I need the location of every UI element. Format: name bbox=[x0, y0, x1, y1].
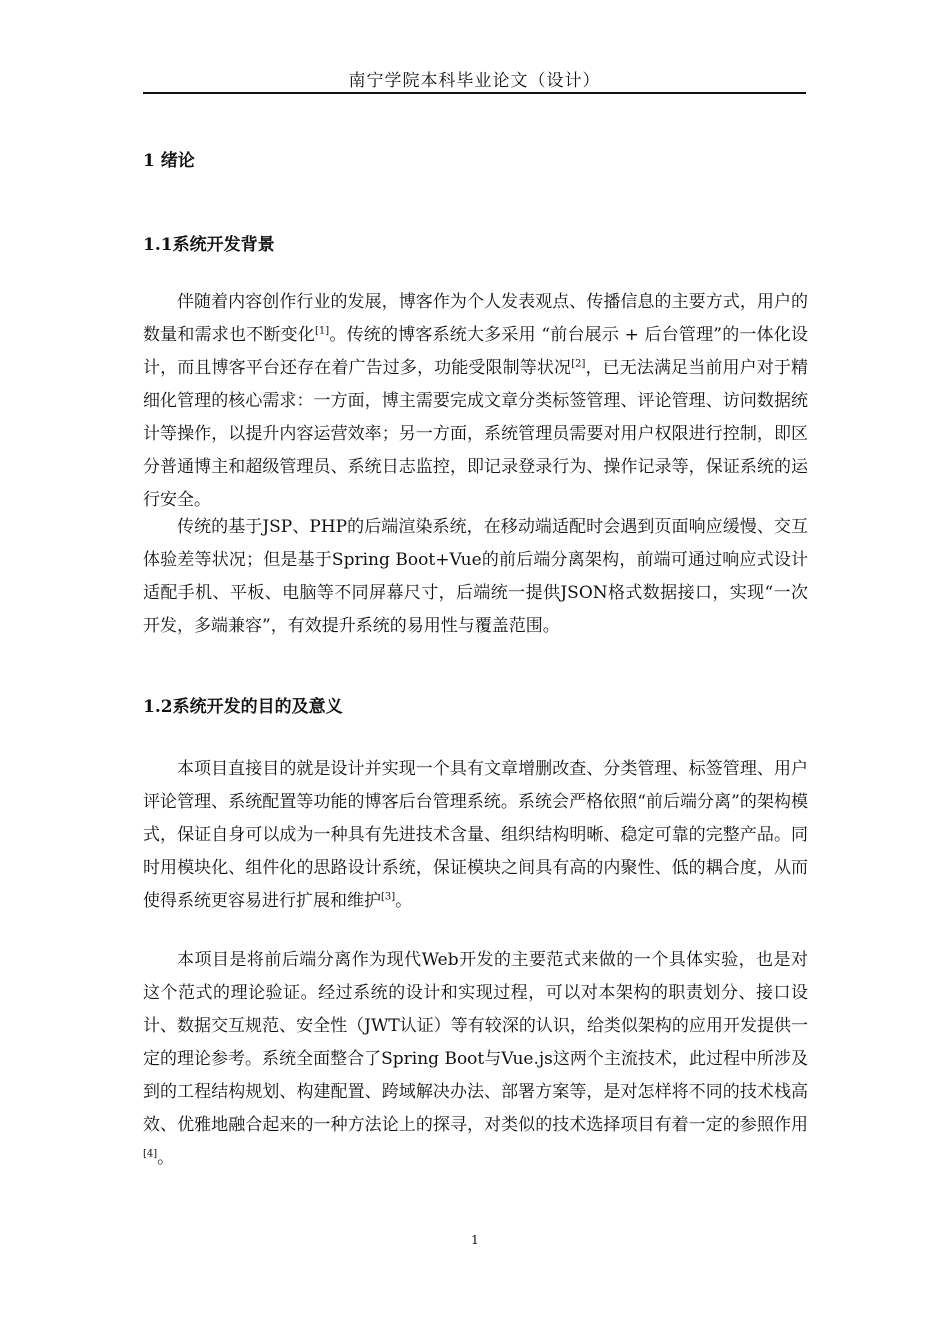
page-number: 1 bbox=[471, 1233, 479, 1247]
citation-3[interactable]: [3] bbox=[381, 891, 396, 903]
citation-2[interactable]: [2] bbox=[571, 358, 586, 370]
section-title-1-2: 1.2系统开发的目的及意义 bbox=[143, 697, 343, 717]
paragraph-purpose-1: 本项目直接目的就是设计并实现一个具有文章增删改查、分类管理、标签管理、用户评论管理、系统配置等功能的博客后台管理系统。系统会严格依照“前后端分离”的架构模式，保证自身可以成为一种具有先进技术含量、组织结构明晰、稳定可靠的完整产品。同时用模块化、组件化的思路设计系统，保证模块之间具有高的内聚性、低的耦合度，从而使得系统更容易进行扩展和维护[3]。 bbox=[143, 759, 808, 911]
citation-1[interactable]: [1] bbox=[315, 325, 330, 337]
paragraph-background-1: 伴随着内容创作行业的发展，博客作为个人发表观点、传播信息的主要方式，用户的数量和需求也不断变化[1]。传统的博客系统大多采用 “前台展示 + 后台管理”的一体化设计，而且博客平台还存在着广告过多，功能受限制等状况[2]，已无法满足当前用户对于精细化管理的核心需求：一方面，博主需要完成文章分类标签管理、评论管理、访问数据统计等操作，以提升内容运营效率；另一方面，系统管理员需要对用户权限进行控制，即区分普通博主和超级管理员、系统日志监控，即记录登录行为、操作记录等，保证系统的运行安全。 bbox=[143, 292, 809, 510]
section-title-1-1: 1.1系统开发背景 bbox=[143, 235, 275, 255]
header-rule bbox=[143, 92, 806, 94]
citation-4[interactable]: [4] bbox=[143, 1148, 158, 1160]
chapter-title: 1 绪论 bbox=[143, 151, 195, 171]
page-header: 南宁学院本科毕业论文（设计） bbox=[348, 71, 601, 91]
paragraph-purpose-2: 本项目是将前后端分离作为现代Web开发的主要范式来做的一个具体实验，也是对这个范式的理论验证。经过系统的设计和实现过程，可以对本架构的职责划分、接口设计、数据交互规范、安全性（JWT认证）等有较深的认识，给类似架构的应用开发提供一定的理论参考。系统全面整合了Spring Boot与Vue.js这两个主流技术，此过程中所涉及到的工程结构规划、构建配置、跨域解决办法、部署方案等，是对怎样将不同的技术栈高效、优雅地融合起来的一种方法论上的探寻，对类似的技术选择项目有着一定的参照作用[4]。 bbox=[143, 950, 808, 1168]
paragraph-background-2: 传统的基于JSP、PHP的后端渲染系统，在移动端适配时会遇到页面响应缓慢、交互体验差等状况；但是基于Spring Boot+Vue的前后端分离架构，前端可通过响应式设计适配手机、平板、电脑等不同屏幕尺寸，后端统一提供JSON格式数据接口，实现“一次开发，多端兼容”，有效提升系统的易用性与覆盖范围。 bbox=[143, 517, 808, 636]
